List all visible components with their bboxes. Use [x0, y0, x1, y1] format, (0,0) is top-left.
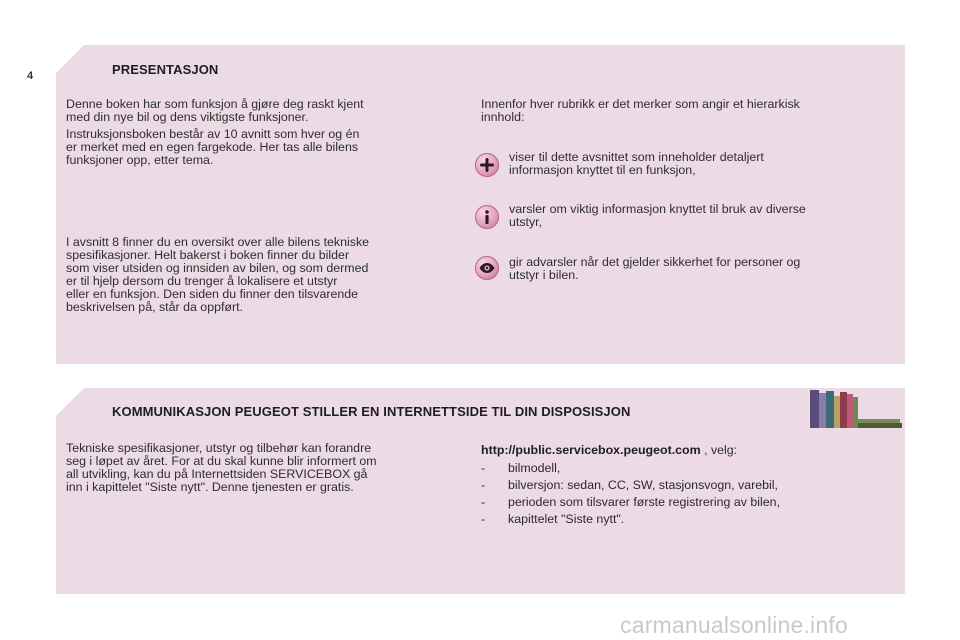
- eye-icon: [475, 256, 499, 280]
- marker-text-plus: [509, 151, 764, 177]
- text-line: utstyr,: [509, 215, 543, 229]
- text-line: utstyr i bilen.: [509, 268, 579, 282]
- text-line: Innenfor hver rubrikk er det merker som angir et hierarkisk: [481, 97, 800, 111]
- text-line: informasjon knyttet til en funksjon,: [509, 163, 696, 177]
- paragraph-intro: [66, 98, 364, 124]
- text-line: innhold:: [481, 110, 525, 124]
- list-dash: -: [481, 512, 486, 526]
- marker-text-eye: [509, 256, 800, 282]
- servicebox-link[interactable]: http://public.servicebox.peugeot.com: [481, 443, 701, 457]
- servicebox-paragraph: [66, 442, 377, 494]
- paragraph-technical: [66, 236, 369, 314]
- list-item-label: bilmodell,: [508, 461, 561, 475]
- section-heading-communication: KOMMUNIKASJON PEUGEOT STILLER EN INTERNETTSIDE TIL DIN DISPOSISJON: [112, 404, 631, 419]
- text-line: inn i kapittelet "Siste nytt". Denne tjenesten er gratis.: [66, 480, 354, 494]
- list-item-label: bilversjon: sedan, CC, SW, stasjonsvogn, varebil,: [508, 478, 778, 492]
- plus-icon: [475, 153, 499, 177]
- list-dash: -: [481, 461, 486, 475]
- page-number: 4: [27, 70, 34, 82]
- servicebox-url-line: [481, 444, 737, 457]
- text-line: I avsnitt 8 finner du en oversikt over alle bilens tekniske: [66, 235, 370, 249]
- marker-text-info: [509, 203, 806, 229]
- paragraph-structure: [66, 128, 359, 167]
- text-line: funksjoner opp, etter tema.: [66, 153, 214, 167]
- text-line: beskrivelsen på, står da oppført.: [66, 300, 243, 314]
- text-line: Denne boken har som funksjon å gjøre deg raskt kjent: [66, 97, 364, 111]
- text-line: gir advarsler når det gjelder sikkerhet for personer og: [509, 255, 801, 269]
- books-icon: [808, 388, 904, 430]
- text-line: Tekniske spesifikasjoner, utstyr og tilbehør kan forandre: [66, 441, 372, 455]
- text-line: er til hjelp dersom du trenger å lokalisere et utstyr: [66, 274, 338, 288]
- list-item-label: perioden som tilsvarer første registrering av bilen,: [508, 495, 781, 509]
- list-dash: -: [481, 495, 486, 509]
- text-line: eller en funksjon. Den siden du finner den tilsvarende: [66, 287, 359, 301]
- list-item-label: kapittelet "Siste nytt".: [508, 512, 625, 526]
- text-line: viser til dette avsnittet som inneholder detaljert: [509, 150, 764, 164]
- url-suffix: , velg:: [700, 443, 738, 457]
- markers-intro: [481, 98, 800, 124]
- text-line: som viser utsiden og innsiden av bilen, og som dermed: [66, 261, 369, 275]
- text-line: spesifikasjoner. Helt bakerst i boken finner du bilder: [66, 248, 350, 262]
- text-line: all utvikling, kan du på Internettsiden SERVICEBOX gå: [66, 467, 368, 481]
- text-line: seg i løpet av året. For at du skal kunne blir informert om: [66, 454, 377, 468]
- text-line: varsler om viktig informasjon knyttet til bruk av diverse: [509, 202, 806, 216]
- text-line: Instruksjonsboken består av 10 avnitt som hver og én: [66, 127, 360, 141]
- list-dash: -: [481, 478, 486, 492]
- info-icon: [475, 205, 499, 229]
- text-line: med din nye bil og dens viktigste funksjoner.: [66, 110, 309, 124]
- section-heading-presentation: PRESENTASJON: [112, 62, 219, 77]
- text-line: er merket med en egen fargekode. Her tas alle bilens: [66, 140, 359, 154]
- watermark: carmanualsonline.info: [620, 612, 848, 638]
